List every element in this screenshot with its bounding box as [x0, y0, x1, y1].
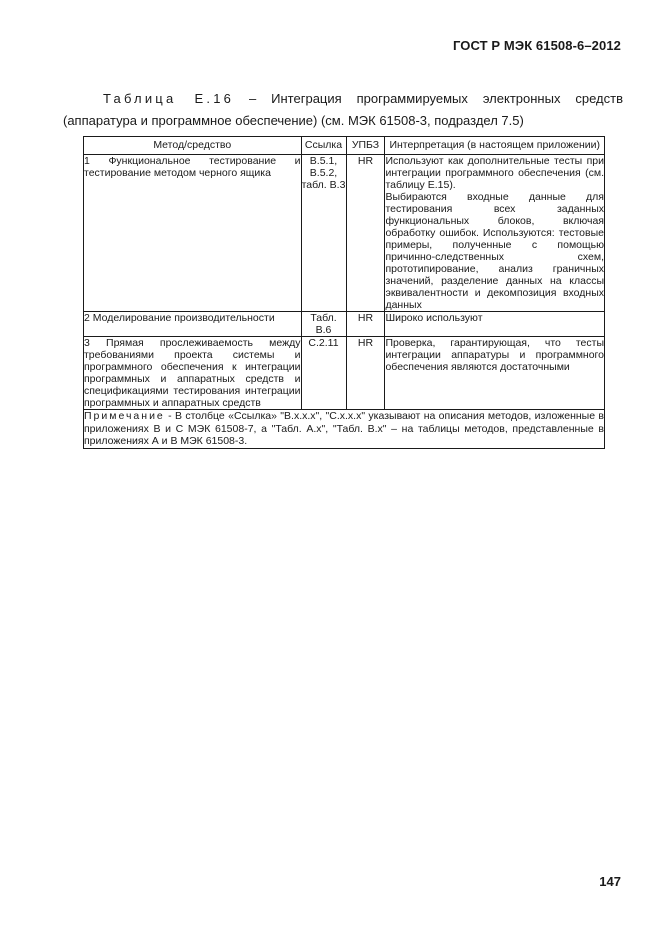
row-ref: Табл. В.6 — [301, 312, 346, 337]
row-method: 3 Прямая прослеживаемость между требованиями проекта системы и программного обеспечения к интеграции программных и аппаратных средств и спецификациями тестирования интеграции программных и аппаратных средств — [84, 337, 301, 409]
note-prefix: Примечание — [84, 410, 165, 422]
row-level: HR — [346, 337, 385, 410]
header-ref: Ссылка — [301, 137, 346, 155]
row-level: HR — [346, 155, 385, 312]
table-row — [84, 337, 605, 410]
header-method: Метод/средство — [84, 137, 302, 155]
table-header-row — [84, 137, 605, 155]
interpretation-paragraph: Выбираются входные данные для тестирования всех заданных функциональных блоков, включая обработку ошибок. Используются: тестовые примеры, полученные с помощью причинно-следственных схем, прототипирование, анализ граничных значений, разделение данных на классы эквивалентности и декомпозиция входных данных — [385, 191, 604, 311]
interpretation-paragraph: Широко используют — [385, 312, 483, 324]
interpretation-paragraph: Используют как дополнительные тесты при интеграции программного обеспечения (см. таблицу Е.15). — [385, 155, 604, 191]
row-ref: С.2.11 — [301, 337, 346, 410]
row-method: 1 Функциональное тестирование и тестирование методом черного ящика — [84, 155, 302, 312]
table-row — [84, 312, 605, 337]
row-method: 2 Моделирование производительности — [84, 312, 302, 337]
page-number: 147 — [599, 874, 621, 889]
caption-line-2: (аппаратура и программное обеспечение) (см. МЭК 61508-3, подраздел 7.5) — [63, 113, 524, 128]
table-note — [84, 410, 605, 449]
table-caption — [63, 88, 623, 132]
row-level: HR — [346, 312, 385, 337]
row-interpretation — [385, 312, 605, 337]
methods-table — [83, 136, 605, 449]
caption-title: – Интеграция программируемых электронных средств — [234, 91, 623, 106]
row-interpretation — [385, 155, 605, 312]
interpretation-paragraph: Проверка, гарантирующая, что тесты интеграции аппаратуры и программного обеспечения являются достаточными — [385, 337, 604, 373]
header-level: УПБЗ — [346, 137, 385, 155]
document-header: ГОСТ Р МЭК 61508-6–2012 — [453, 38, 621, 53]
row-ref: В.5.1, В.5.2, табл. В.3 — [301, 155, 346, 312]
row-interpretation — [385, 337, 605, 410]
caption-prefix: Таблица Е.16 — [103, 91, 235, 106]
table-row — [84, 155, 605, 312]
note-text: - В столбце «Ссылка» "В.х.х.х", "С.х.х.х" указывают на описания методов, изложенные в приложениях В и С МЭК 61508-7, а "Табл. А.х", "Табл. В.х" – на таблицы методов, представленные в приложениях А и В МЭК 61508-3. — [84, 410, 604, 447]
header-interpretation: Интерпретация (в настоящем приложении) — [385, 137, 605, 155]
caption-line-1 — [63, 88, 623, 110]
table-note-row — [84, 410, 605, 449]
